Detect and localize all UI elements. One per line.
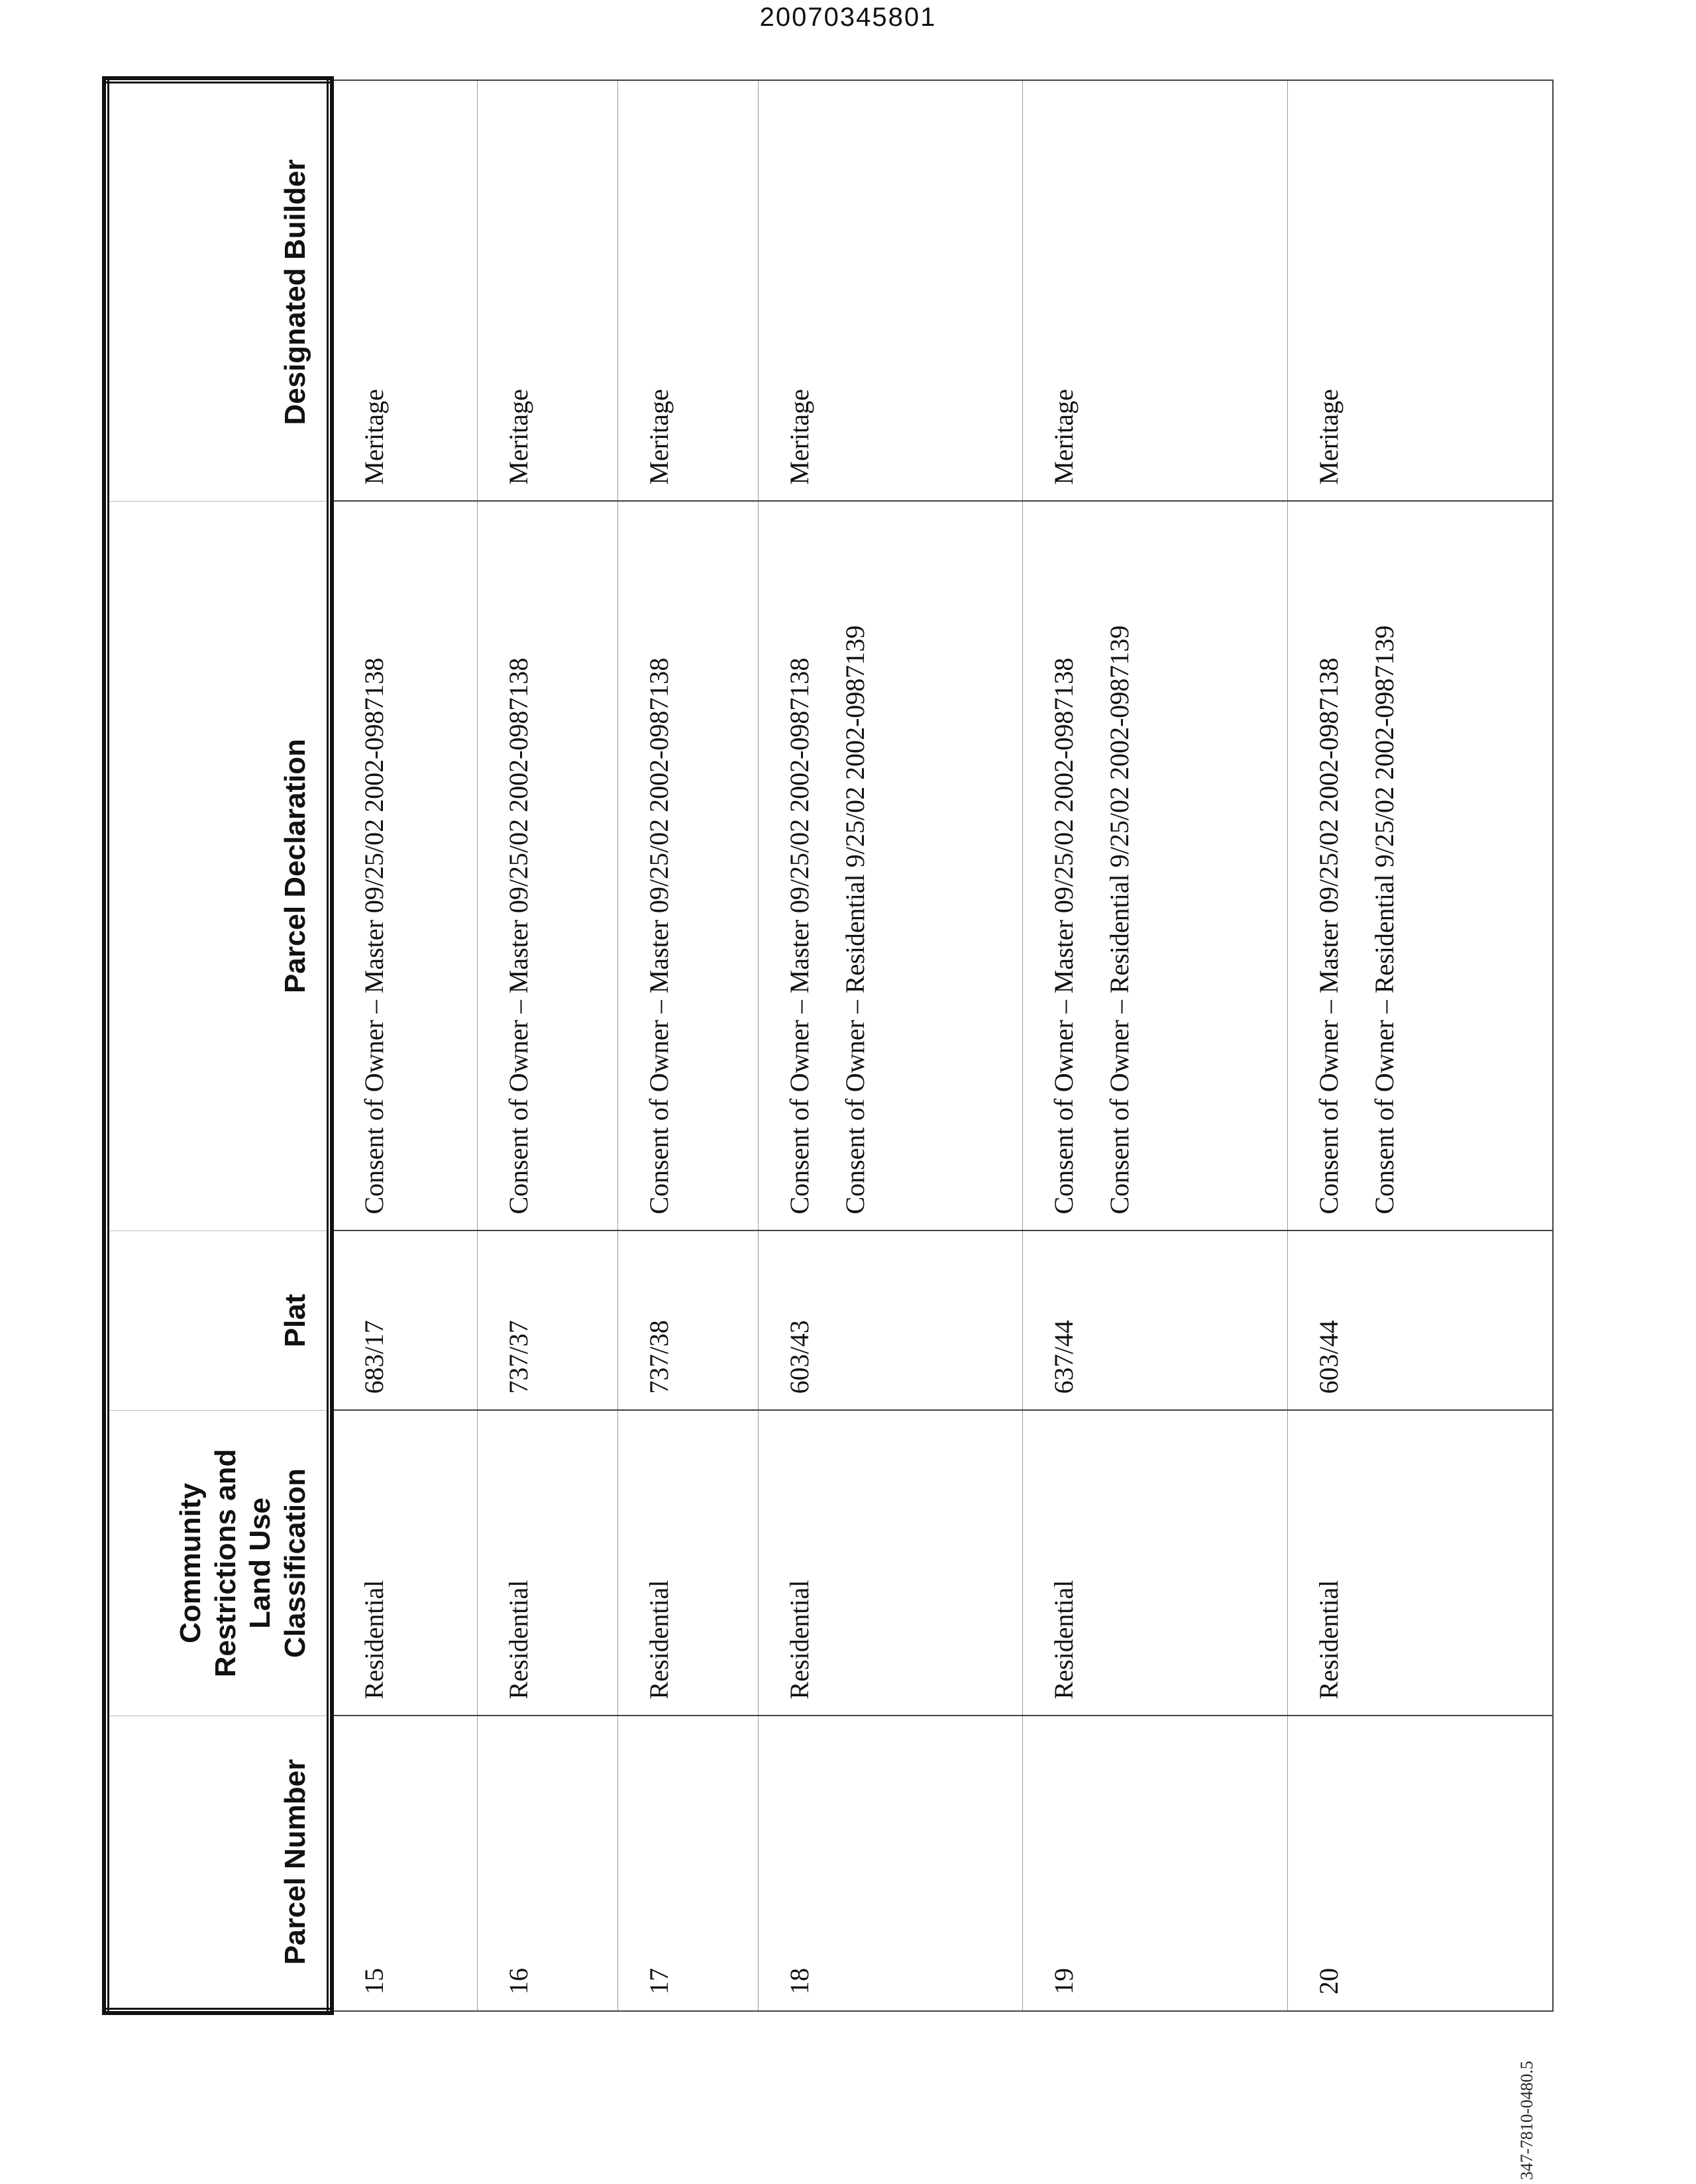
cell-parcel: 15 [330,1716,477,2012]
header-land-use: Community Restrictions and Land Use Classification [106,1411,330,1716]
header-plat: Plat [106,1231,330,1411]
header-row [106,80,330,2011]
table-header [106,80,330,2011]
table-row [1287,80,1553,2011]
cell-builder: Meritage [477,80,617,502]
cell-builder: Meritage [330,80,477,502]
cell-land-use: Residential [477,1411,617,1716]
table-row [758,80,1023,2011]
cell-parcel: 19 [1023,1716,1288,2012]
cell-plat: 603/43 [758,1231,1023,1411]
parcel-table-rotated [103,159,1554,2014]
declaration-master: Consent of Owner – Master 09/25/02 2002-0987138 [643,657,674,1215]
cell-builder: Meritage [1287,80,1553,502]
cell-parcel: 20 [1287,1716,1553,2012]
declaration-residential: Consent of Owner – Residential 9/25/02 2002-0987139 [1104,625,1135,1215]
declaration-master: Consent of Owner – Master 09/25/02 2002-0987138 [1049,657,1079,1215]
cell-land-use: Residential [330,1411,477,1716]
table-row [477,80,617,2011]
table-row [1023,80,1288,2011]
cell-parcel: 18 [758,1716,1023,2012]
declaration-residential: Consent of Owner – Residential 9/25/02 2002-0987139 [1369,625,1399,1215]
header-builder: Designated Builder [106,80,330,502]
cell-land-use: Residential [1287,1411,1553,1716]
cell-builder: Meritage [1023,80,1288,502]
document-number: 20070345801 [759,3,937,32]
cell-parcel: 17 [617,1716,758,2012]
cell-plat: 737/38 [617,1231,758,1411]
cell-plat: 603/44 [1287,1231,1553,1411]
declaration-master: Consent of Owner – Master 09/25/02 2002-0987138 [503,657,533,1215]
declaration-master: Consent of Owner – Master 09/25/02 2002-0987138 [359,657,389,1215]
cell-land-use: Residential [758,1411,1023,1716]
table-body [330,80,1553,2011]
cell-land-use: Residential [617,1411,758,1716]
parcel-table [103,77,1554,2014]
declaration-master: Consent of Owner – Master 09/25/02 2002-0987138 [784,657,814,1215]
cell-declaration [330,502,477,1231]
declaration-master: Consent of Owner – Master 09/25/02 2002-0987138 [1313,657,1344,1215]
cell-declaration [617,502,758,1231]
cell-plat: 683/17 [330,1231,477,1411]
cell-builder: Meritage [617,80,758,502]
cell-plat: 737/37 [477,1231,617,1411]
header-declaration: Parcel Declaration [106,502,330,1231]
cell-builder: Meritage [758,80,1023,502]
declaration-residential: Consent of Owner – Residential 9/25/02 2002-0987139 [839,625,870,1215]
cell-land-use: Residential [1023,1411,1288,1716]
cell-declaration [1023,502,1288,1231]
cell-parcel: 16 [477,1716,617,2012]
footer-document-code: 347-7810-0480.5 [1517,2061,1536,2180]
cell-declaration [477,502,617,1231]
cell-plat: 637/44 [1023,1231,1288,1411]
header-parcel-number: Parcel Number [106,1716,330,2012]
cell-declaration [1287,502,1553,1231]
cell-declaration [758,502,1023,1231]
table-row [617,80,758,2011]
table-row [330,80,477,2011]
